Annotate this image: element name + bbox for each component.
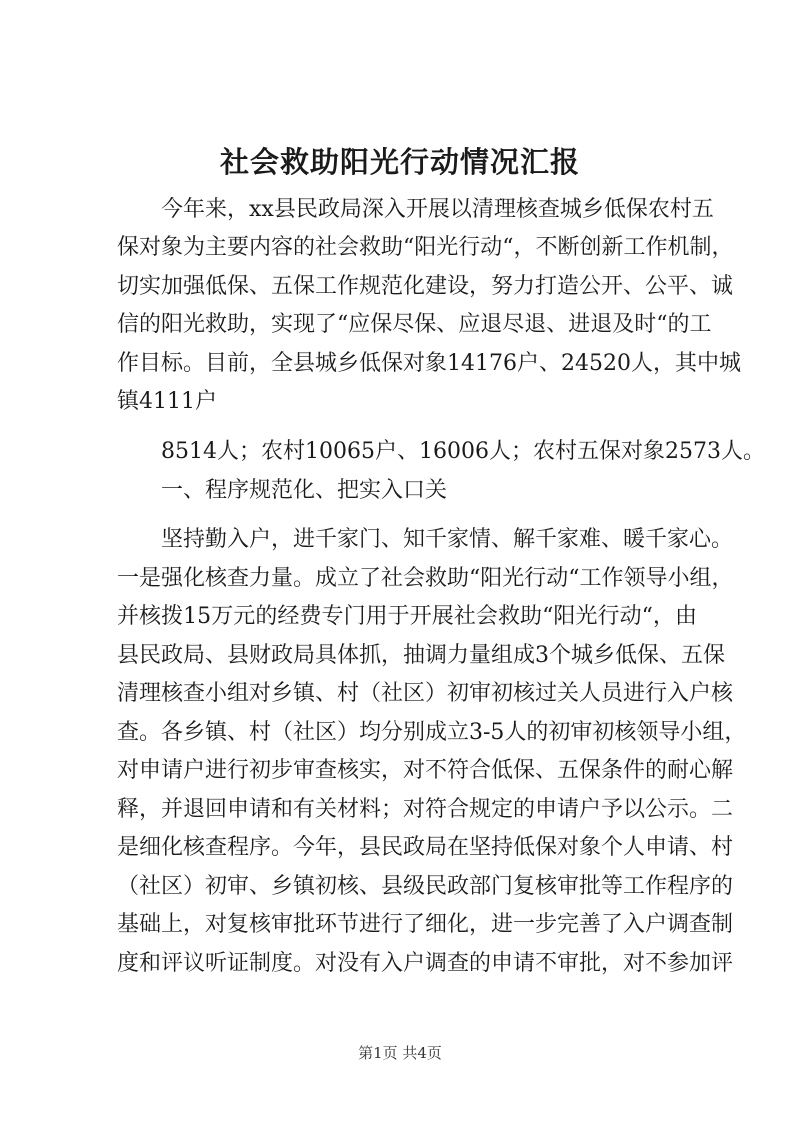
paragraph-line: 一是强化核查力量。成立了社会救助“阳光行动“工作领导小组， <box>117 566 734 591</box>
paragraph-line: 8514人；农村10065户、16006人；农村五保对象2573人。 <box>161 439 765 464</box>
paragraph-line: 切实加强低保、五保工作规范化建设，努力打造公开、公平、诚 <box>117 274 734 299</box>
paragraph-line: 作目标。目前，全县城乡低保对象14176户、24520人，其中城 <box>117 351 741 376</box>
paragraph-line: 镇4111户 <box>117 389 217 414</box>
paragraph-line: 对申请户进行初步审查核实，对不符合低保、五保条件的耐心解 <box>117 758 734 783</box>
page-number-footer: 第1页 共4页 <box>358 1044 442 1062</box>
paragraph-line: 基础上，对复核审批环节进行了细化，进一步完善了入户调查制 <box>117 912 734 937</box>
paragraph-line: 保对象为主要内容的社会救助“阳光行动“，不断创新工作机制， <box>117 235 734 260</box>
document-title: 社会救助阳光行动情况汇报 <box>219 145 580 179</box>
paragraph-line: 坚持勤入户，进千家门、知千家情、解千家难、暖千家心。 <box>161 527 734 552</box>
paragraph-line: 并核拨15万元的经费专门用于开展社会救助“阳光行动“，由 <box>117 604 697 629</box>
paragraph-line: 查。各乡镇、村（社区）均分别成立3-5人的初审初核领导小组， <box>117 720 747 745</box>
paragraph-line: 是细化核查程序。今年，县民政局在坚持低保对象个人申请、村 <box>117 835 734 860</box>
paragraph-line: 今年来，xx县民政局深入开展以清理核查城乡低保农村五 <box>161 197 714 222</box>
paragraph-line: 度和评议听证制度。对没有入户调查的申请不审批，对不参加评 <box>117 951 734 976</box>
paragraph-line: 清理核查小组对乡镇、村（社区）初审初核过关人员进行入户核 <box>117 681 734 706</box>
paragraph-line: 县民政局、县财政局具体抓，抽调力量组成3个城乡低保、五保 <box>117 643 725 668</box>
paragraph-line: 信的阳光救助，实现了“应保尽保、应退尽退、进退及时“的工 <box>117 312 712 337</box>
paragraph-line: （社区）初审、乡镇初核、县级民政部门复核审批等工作程序的 <box>117 874 734 899</box>
section-heading: 一、程序规范化、把实入口关 <box>161 478 448 503</box>
paragraph-line: 释，并退回申请和有关材料；对符合规定的申请户予以公示。二 <box>117 797 734 822</box>
